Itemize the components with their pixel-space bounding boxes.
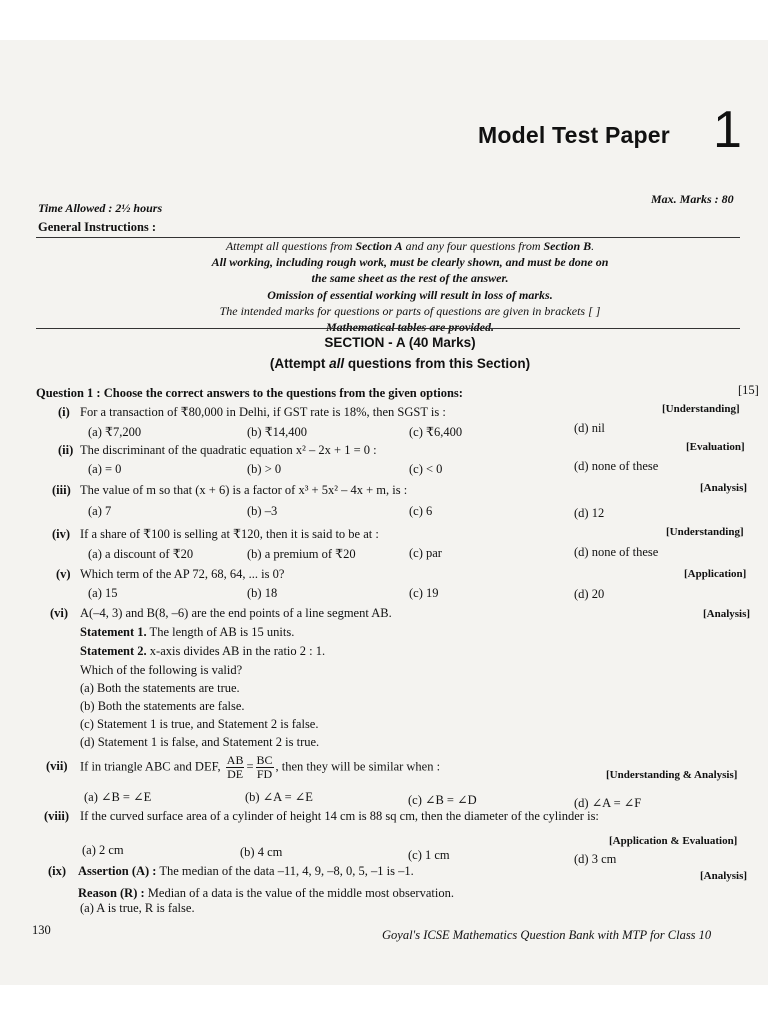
question-1-heading: Question 1 : Choose the correct answers to the questions from the given options: bbox=[36, 386, 463, 400]
instruction-line: The intended marks for questions or parts of questions are given in brackets [ ] bbox=[219, 303, 601, 318]
option: (d) none of these bbox=[574, 459, 659, 473]
page-number: 130 bbox=[32, 923, 51, 937]
option: (a) = 0 bbox=[88, 462, 122, 476]
option: (c) 1 cm bbox=[408, 848, 450, 862]
skill-tag: [Application & Evaluation] bbox=[609, 835, 738, 847]
question-item bbox=[58, 404, 446, 420]
item-number: (iii) bbox=[52, 483, 71, 497]
option: (d) 12 bbox=[574, 506, 605, 520]
option: (b) 4 cm bbox=[240, 845, 283, 859]
option: (d) none of these bbox=[574, 545, 659, 559]
option: (b) ₹14,400 bbox=[247, 425, 308, 439]
item-text: The value of m so that (x + 6) is a factor of x³ + 5x² – 4x + m, is : bbox=[80, 483, 408, 497]
page bbox=[0, 40, 768, 985]
option: (b) –3 bbox=[247, 504, 278, 518]
item-text: For a transaction of ₹80,000 in Delhi, if GST rate is 18%, then SGST is : bbox=[80, 405, 446, 419]
item-text: Which term of the AP 72, 68, 64, ... is 0? bbox=[80, 567, 285, 581]
paper-number: 1 bbox=[713, 101, 742, 159]
question-item bbox=[52, 526, 379, 542]
item-text: , then they will be similar when : bbox=[275, 759, 441, 774]
max-marks: Max. Marks : 80 bbox=[651, 192, 734, 206]
statement-2 bbox=[80, 644, 325, 659]
option: (c) < 0 bbox=[409, 462, 443, 476]
option: (b) a premium of ₹20 bbox=[247, 547, 356, 561]
item-text: The discriminant of the quadratic equation x² – 2x + 1 = 0 : bbox=[80, 443, 377, 457]
divider bbox=[36, 328, 740, 329]
instruction-text: . bbox=[591, 239, 595, 253]
option: (a) Both the statements are true. bbox=[80, 681, 240, 695]
question-item bbox=[44, 809, 599, 824]
section-subheading-text: (Attempt bbox=[269, 356, 330, 371]
item-number: (i) bbox=[58, 405, 70, 419]
option: (c) 6 bbox=[409, 504, 433, 518]
skill-tag: [Analysis] bbox=[700, 870, 748, 882]
fraction-ab-de bbox=[226, 754, 245, 781]
option: (a) a discount of ₹20 bbox=[88, 547, 194, 561]
option: (d) ∠A = ∠F bbox=[574, 796, 642, 810]
fraction-denominator: FD bbox=[256, 767, 273, 781]
item-number: (v) bbox=[56, 567, 71, 581]
item-text: Which of the following is valid? bbox=[80, 663, 243, 677]
statement-text: The length of AB is 15 units. bbox=[146, 625, 295, 639]
section-subheading bbox=[200, 356, 600, 371]
option: (a) ∠B = ∠E bbox=[84, 790, 152, 804]
reason-label: Reason (R) : bbox=[78, 886, 145, 900]
item-number: (vii) bbox=[46, 759, 68, 774]
instruction-line bbox=[120, 238, 700, 254]
instruction-line: All working, including rough work, must be clearly shown, and must be done on bbox=[211, 255, 609, 270]
general-instructions-heading: General Instructions : bbox=[38, 220, 157, 234]
question-1-marks: [15] bbox=[738, 383, 759, 397]
instruction-text: and any four questions from bbox=[402, 239, 544, 253]
statement-text: x-axis divides AB in the ratio 2 : 1. bbox=[146, 644, 326, 658]
item-text: A(–4, 3) and B(8, –6) are the end points of a line segment AB. bbox=[80, 606, 392, 620]
option: (a) 2 cm bbox=[82, 843, 124, 857]
option: (a) ₹7,200 bbox=[88, 425, 142, 439]
instructions bbox=[120, 238, 700, 335]
equals-sign: = bbox=[246, 759, 254, 774]
instruction-text: Section B bbox=[543, 239, 592, 253]
option: (b) > 0 bbox=[247, 462, 282, 476]
assertion-text: The median of the data –11, 4, 9, –8, 0, 5, –1 is –1. bbox=[156, 864, 414, 878]
item-number: (iv) bbox=[52, 527, 71, 541]
reason-text: Median of a data is the value of the middle most observation. bbox=[144, 886, 454, 900]
item-text: If in triangle ABC and DEF, bbox=[80, 759, 224, 774]
option: (d) 3 cm bbox=[574, 852, 617, 866]
question-item bbox=[52, 483, 407, 498]
option: (b) ∠A = ∠E bbox=[245, 790, 313, 804]
item-number: (viii) bbox=[44, 809, 69, 823]
skill-tag: [Application] bbox=[684, 568, 747, 580]
instruction-line: the same sheet as the rest of the answer. bbox=[311, 271, 509, 286]
question-item bbox=[56, 567, 284, 582]
option: (c) 19 bbox=[409, 586, 439, 600]
statement-label: Statement 1. bbox=[80, 625, 147, 639]
time-allowed: Time Allowed : 2½ hours bbox=[38, 201, 163, 215]
option: (c) par bbox=[409, 546, 442, 560]
statement-1 bbox=[80, 625, 294, 640]
assertion-label: Assertion (A) : bbox=[78, 864, 157, 878]
question-item bbox=[48, 864, 414, 879]
skill-tag: [Understanding] bbox=[666, 526, 744, 538]
option: (c) ∠B = ∠D bbox=[408, 793, 477, 807]
option: (c) Statement 1 is true, and Statement 2 is false. bbox=[80, 717, 319, 731]
fraction-numerator: BC bbox=[256, 753, 273, 767]
fraction-bc-fd bbox=[256, 754, 274, 781]
option: (c) ₹6,400 bbox=[409, 425, 463, 439]
page-title: Model Test Paper bbox=[478, 122, 670, 148]
section-subheading-text: all bbox=[329, 356, 345, 371]
skill-tag: [Analysis] bbox=[703, 608, 751, 620]
statement-label: Statement 2. bbox=[80, 644, 147, 658]
book-title: Goyal's ICSE Mathematics Question Bank with MTP for Class 10 bbox=[382, 928, 712, 942]
skill-tag: [Understanding] bbox=[662, 403, 740, 415]
option: (b) 18 bbox=[247, 586, 278, 600]
instruction-text: Attempt all questions from bbox=[225, 239, 356, 253]
question-item bbox=[58, 443, 377, 458]
skill-tag: [Evaluation] bbox=[686, 441, 745, 453]
option: (d) Statement 1 is false, and Statement 2 is true. bbox=[80, 735, 320, 749]
option: (d) nil bbox=[574, 421, 605, 435]
section-heading: SECTION - A (40 Marks) bbox=[324, 335, 476, 350]
instruction-line: Omission of essential working will result in loss of marks. bbox=[267, 287, 553, 302]
option: (d) 20 bbox=[574, 587, 605, 601]
option: (a) 7 bbox=[88, 504, 112, 518]
reason bbox=[78, 886, 454, 901]
option: (b) Both the statements are false. bbox=[80, 699, 245, 713]
section-subheading-text: questions from this Section) bbox=[344, 356, 531, 371]
option: (a) 15 bbox=[88, 586, 118, 600]
item-text: If the curved surface area of a cylinder of height 14 cm is 88 sq cm, then the diameter of the cylinder is: bbox=[80, 809, 599, 823]
item-number: (ix) bbox=[48, 864, 67, 878]
skill-tag: [Understanding & Analysis] bbox=[606, 769, 738, 781]
item-number: (vi) bbox=[50, 606, 69, 620]
skill-tag: [Analysis] bbox=[700, 482, 748, 494]
fraction-numerator: AB bbox=[226, 753, 244, 767]
item-number: (ii) bbox=[58, 443, 74, 457]
instruction-text: Section A bbox=[355, 239, 403, 253]
option: (a) A is true, R is false. bbox=[80, 901, 195, 915]
fraction-denominator: DE bbox=[227, 767, 244, 781]
item-text: If a share of ₹100 is selling at ₹120, then it is said to be at : bbox=[80, 527, 379, 541]
question-item bbox=[50, 606, 392, 621]
question-item bbox=[46, 754, 440, 781]
